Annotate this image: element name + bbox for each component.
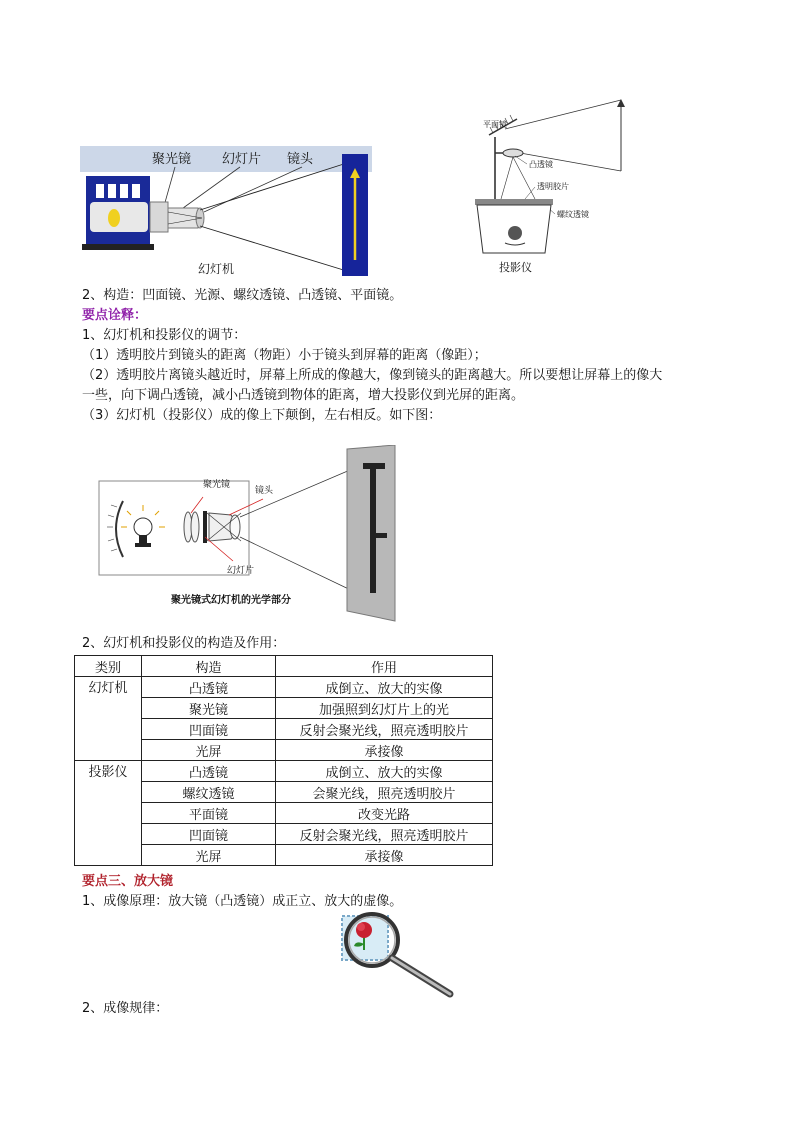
magnifier-figure (330, 910, 462, 1000)
paragraph-1: （1）透明胶片到镜头的距离（物距）小于镜头到屏幕的距离（像距）； (82, 348, 487, 363)
magnifier-principle: 1、成像原理：放大镜（凸透镜）成正立、放大的虚像。 (82, 894, 403, 909)
optical-diagram-figure (95, 445, 415, 625)
table-row (75, 761, 493, 782)
component-cell: 凹面镜 (142, 824, 276, 845)
label-fresnel-lens: 螺纹透镜 (557, 210, 589, 219)
function-cell: 反射会聚光线，照亮透明胶片 (276, 824, 493, 845)
label-slide: 幻灯片 (222, 152, 262, 167)
label-condenser-2: 聚光镜 (203, 480, 231, 490)
construction-line: 2、构造：凹面镜、光源、螺纹透镜、凸透镜、平面镜。 (82, 288, 403, 303)
function-cell: 改变光路 (276, 803, 493, 824)
function-cell: 成倒立、放大的实像 (276, 677, 493, 698)
paragraph-2a: （2）透明胶片离镜头越近时，屏幕上所成的像越大，像到镜头的距离越大。所以要想让屏幕上的像大 (82, 368, 663, 383)
paragraph-2b: 一些，向下调凸透镜，减小凸透镜到物体的距离，增大投影仪到光屏的距离。 (82, 388, 525, 403)
table-row (75, 677, 493, 698)
header-function: 作用 (276, 656, 493, 677)
category-cell: 投影仪 (75, 761, 142, 866)
keypoints-heading: 要点诠释： (82, 308, 148, 323)
component-cell: 螺纹透镜 (142, 782, 276, 803)
slide-projector-figure (80, 140, 372, 278)
label-plane-mirror: 平面镜 (483, 120, 507, 129)
component-cell: 平面镜 (142, 803, 276, 824)
paragraph-3: （3）幻灯机（投影仪）成的像上下颠倒，左右相反。如下图： (82, 408, 442, 423)
figure1-caption: 幻灯机 (198, 262, 235, 276)
label-slide-2: 幻灯片 (227, 566, 255, 576)
label-lens: 镜头 (287, 152, 314, 167)
label-convex-lens: 凸透镜 (529, 160, 553, 169)
function-cell: 成倒立、放大的实像 (276, 761, 493, 782)
table-title: 2、幻灯机和投影仪的构造及作用： (82, 636, 286, 651)
component-cell: 凹面镜 (142, 719, 276, 740)
component-cell: 凸透镜 (142, 761, 276, 782)
component-cell: 凸透镜 (142, 677, 276, 698)
construction-table (74, 655, 493, 866)
imaging-rules: 2、成像规律： (82, 1001, 169, 1016)
component-cell: 光屏 (142, 845, 276, 866)
overhead-projector-figure (465, 95, 643, 277)
function-cell: 会聚光线，照亮透明胶片 (276, 782, 493, 803)
function-cell: 加强照到幻灯片上的光 (276, 698, 493, 719)
header-category: 类别 (75, 656, 142, 677)
label-transparency: 透明胶片 (537, 182, 569, 191)
figure2-caption: 投影仪 (499, 261, 532, 274)
figure3-caption: 聚光镜式幻灯机的光学部分 (171, 595, 291, 606)
component-cell: 聚光镜 (142, 698, 276, 719)
component-cell: 光屏 (142, 740, 276, 761)
section3-heading: 要点三、放大镜 (82, 874, 174, 889)
function-cell: 承接像 (276, 740, 493, 761)
projector-housing (82, 176, 154, 250)
table-header-row (75, 656, 493, 677)
header-component: 构造 (142, 656, 276, 677)
label-condenser: 聚光镜 (152, 152, 192, 167)
label-lens-2: 镜头 (255, 486, 274, 496)
category-cell: 幻灯机 (75, 677, 142, 761)
function-cell: 承接像 (276, 845, 493, 866)
adjust-title: 1、幻灯机和投影仪的调节： (82, 328, 247, 343)
function-cell: 反射会聚光线，照亮透明胶片 (276, 719, 493, 740)
